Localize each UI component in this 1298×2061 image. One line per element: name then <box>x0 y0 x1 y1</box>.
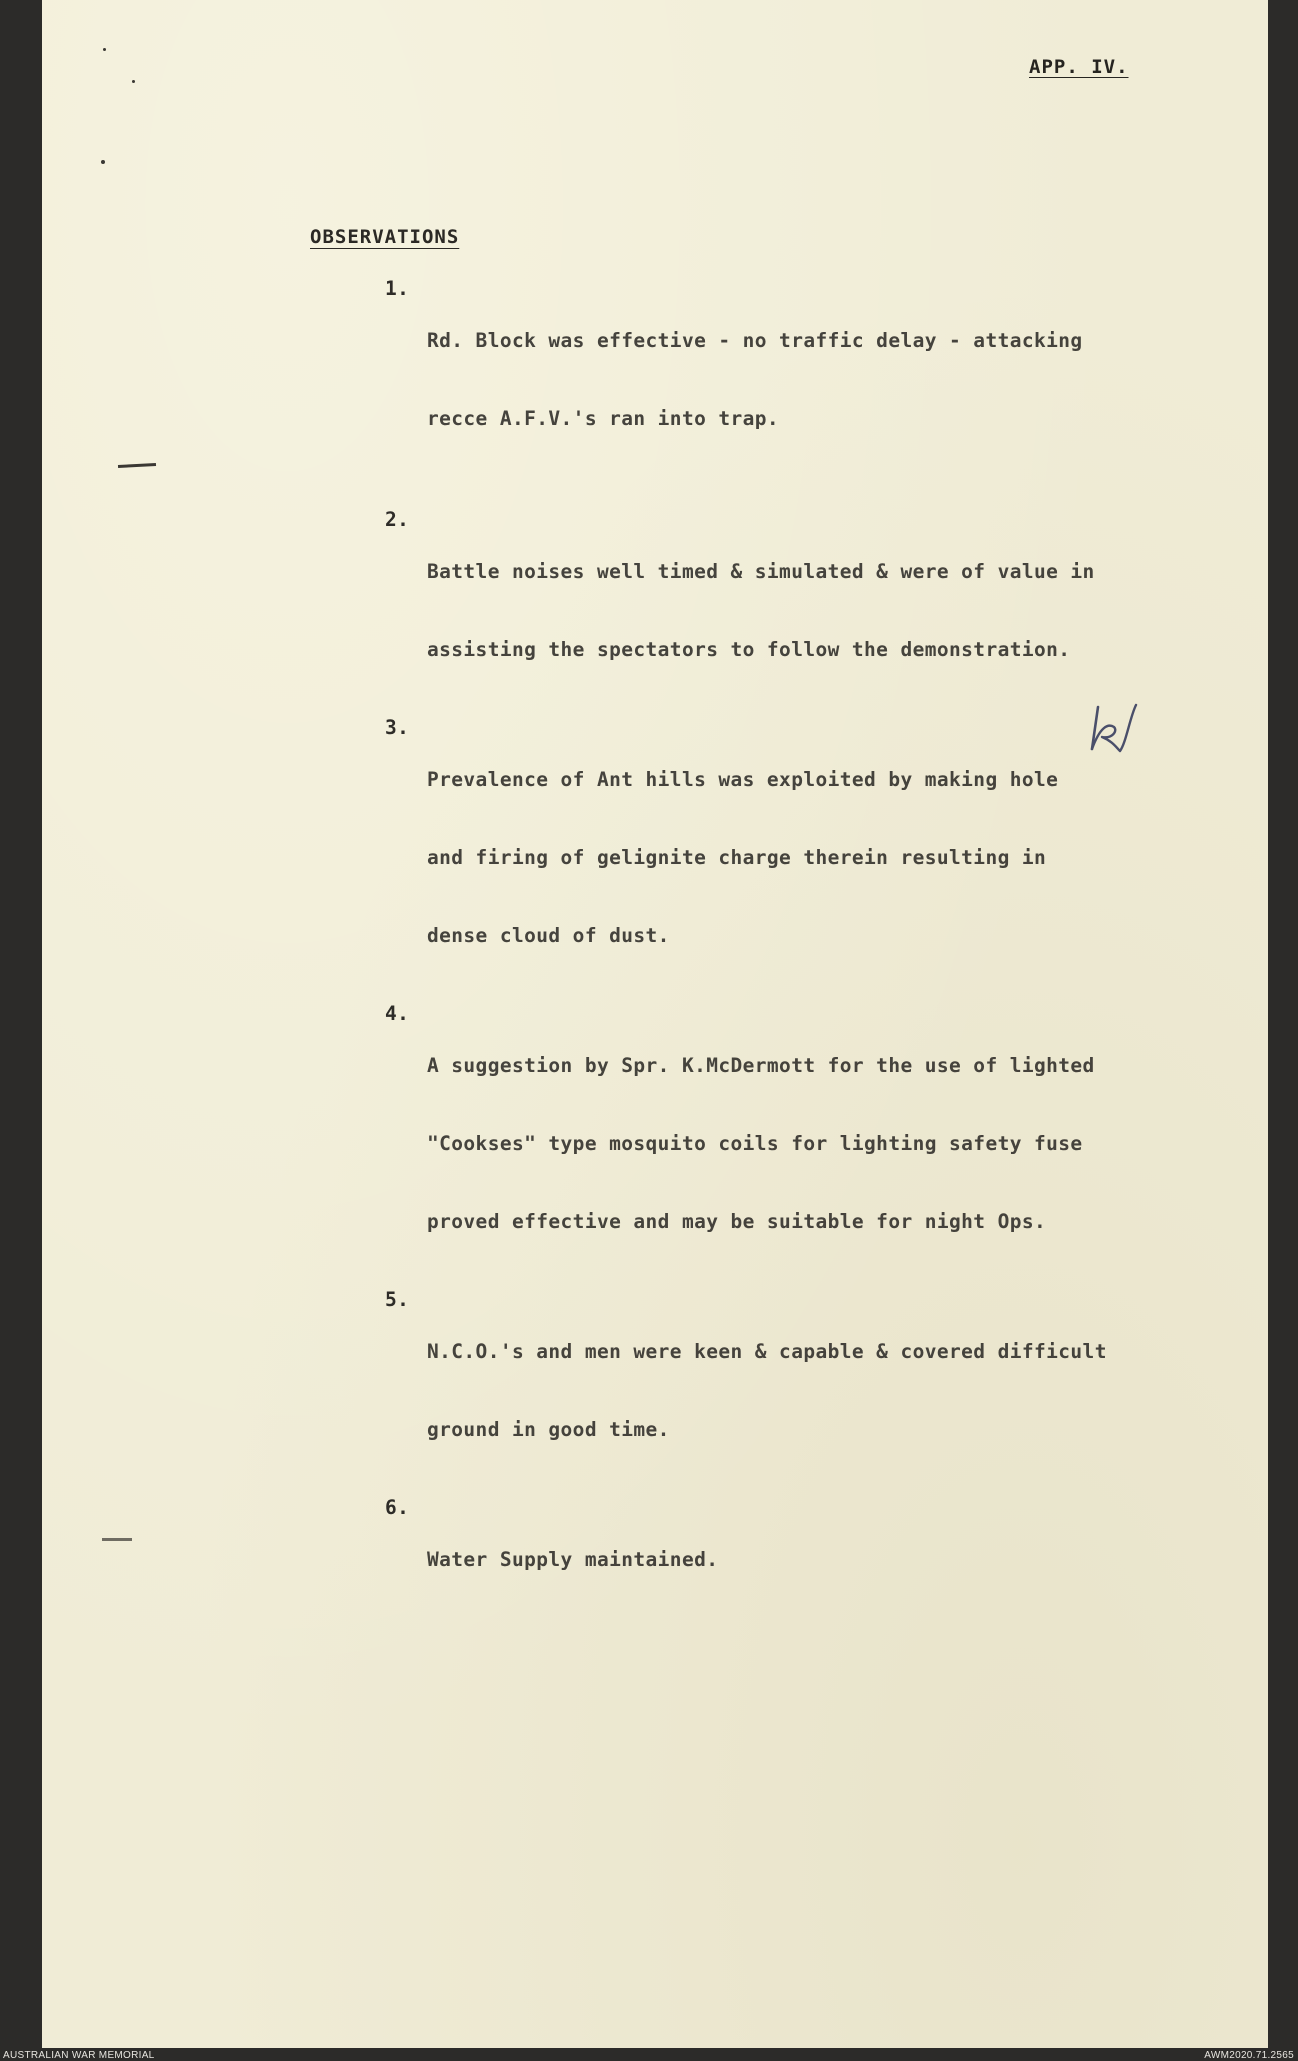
footer-archive-name: AUSTRALIAN WAR MEMORIAL <box>3 2050 155 2061</box>
observation-number: 3. <box>385 716 410 739</box>
observation-text <box>427 1495 1298 1625</box>
document-page <box>42 0 1268 2048</box>
margin-speck-mark <box>132 80 135 83</box>
observation-line: dense cloud of dust. <box>427 924 670 947</box>
observation-item <box>385 276 1298 484</box>
observation-line: recce A.F.V.'s ran into trap. <box>427 407 780 430</box>
observation-text <box>427 507 1298 715</box>
observation-item <box>385 1001 1298 1287</box>
observation-text <box>427 1001 1298 1287</box>
observation-line: assisting the spectators to follow the demonstration. <box>427 638 1071 661</box>
observation-item <box>385 1287 1298 1495</box>
observation-text <box>427 276 1298 484</box>
observations-list <box>385 276 1298 1625</box>
observation-line: N.C.O.'s and men were keen & capable & covered difficult <box>427 1340 1107 1363</box>
observation-line: Prevalence of Ant hills was exploited by making hole <box>427 768 1059 791</box>
observation-number: 6. <box>385 1496 410 1519</box>
observation-text <box>427 1287 1298 1495</box>
observation-item <box>385 715 1298 1001</box>
footer-accession-number: AWM2020.71.2565 <box>1204 2050 1294 2061</box>
observation-line: Battle noises well timed & simulated & were of value in <box>427 560 1095 583</box>
appendix-label: APP. IV. <box>1029 56 1129 78</box>
observation-line: Rd. Block was effective - no traffic delay - attacking <box>427 329 1083 352</box>
observation-line: ground in good time. <box>427 1418 670 1441</box>
margin-speck-mark <box>103 48 106 51</box>
observation-line: "Cookses" type mosquito coils for lighting safety fuse <box>427 1132 1083 1155</box>
margin-pencil-mark <box>118 463 156 468</box>
observation-number: 1. <box>385 277 410 300</box>
observation-number: 5. <box>385 1288 410 1311</box>
observation-item <box>385 1495 1298 1625</box>
observation-line: proved effective and may be suitable for night Ops. <box>427 1210 1047 1233</box>
observation-text <box>427 715 1298 1001</box>
observation-line: Water Supply maintained. <box>427 1548 719 1571</box>
page-heading: OBSERVATIONS <box>310 226 460 248</box>
handwritten-initial-signature <box>1086 697 1146 757</box>
observation-item <box>385 507 1298 715</box>
observation-line: and firing of gelignite charge therein resulting in <box>427 846 1047 869</box>
observation-number: 2. <box>385 508 410 531</box>
margin-pin-mark <box>102 1538 132 1541</box>
observation-number: 4. <box>385 1002 410 1025</box>
margin-speck-mark <box>101 160 105 164</box>
observation-line: A suggestion by Spr. K.McDermott for the use of lighted <box>427 1054 1095 1077</box>
